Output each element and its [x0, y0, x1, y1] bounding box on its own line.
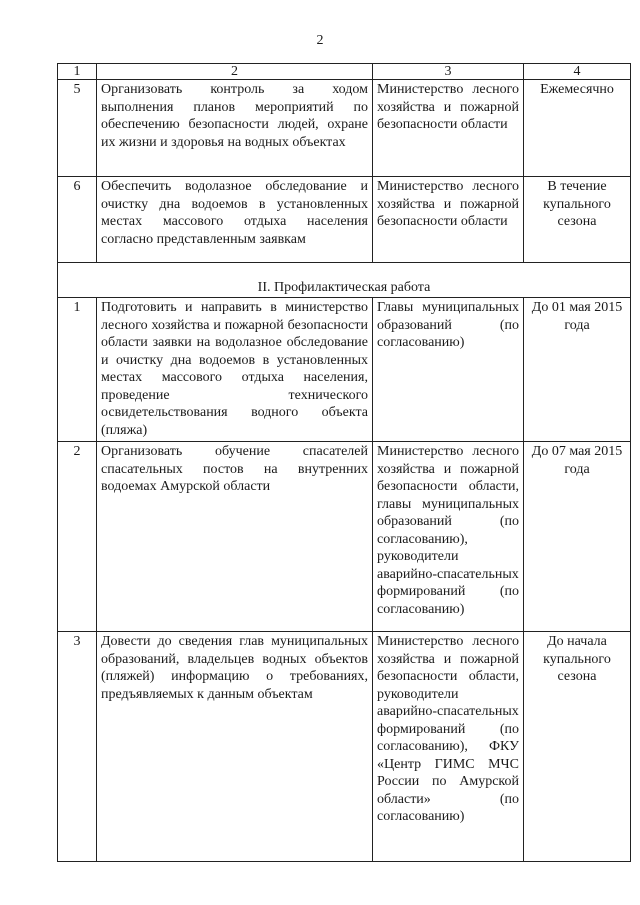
column-number: 1: [58, 64, 97, 80]
deadline-cell: Ежемесячно: [524, 80, 631, 177]
task-cell: Обеспечить водолазное обследование и очистку дна водоемов в установленных местах массового отдыха населения согласно представленным заявкам: [97, 177, 373, 263]
table-row: [58, 177, 631, 263]
action-plan-table: [57, 63, 631, 862]
deadline-cell: До 07 мая 2015 года: [524, 442, 631, 632]
column-number: 4: [524, 64, 631, 80]
row-number: 2: [58, 442, 97, 632]
responsible-cell: Министерство лесного хозяйства и пожарной безопасности области: [373, 177, 524, 263]
deadline-cell: До 01 мая 2015 года: [524, 298, 631, 442]
row-number: 3: [58, 632, 97, 862]
column-number-row: [58, 64, 631, 80]
row-number: 1: [58, 298, 97, 442]
table-row: [58, 298, 631, 442]
table-row: [58, 80, 631, 177]
task-cell: Подготовить и направить в министерство лесного хозяйства и пожарной безопасности области заявки на водолазное обследование и очистку дна водоемов в установленных местах массового отдыха населения, проведение технического освидетельствования водного объекта (пляжа): [97, 298, 373, 442]
table-row: [58, 632, 631, 862]
task-cell: Организовать обучение спасателей спасательных постов на внутренних водоемах Амурской области: [97, 442, 373, 632]
column-number: 3: [373, 64, 524, 80]
responsible-cell: Министерство лесного хозяйства и пожарной безопасности области, руководители аварийно-спасательных формирований (по согласованию), ФКУ «Центр ГИМС МЧС России по Амурской области» (по согласованию): [373, 632, 524, 862]
column-number: 2: [97, 64, 373, 80]
section-title: II. Профилактическая работа: [58, 263, 631, 298]
responsible-cell: Министерство лесного хозяйства и пожарной безопасности области: [373, 80, 524, 177]
responsible-cell: Главы муниципальных образований (по согласованию): [373, 298, 524, 442]
deadline-cell: В течение купального сезона: [524, 177, 631, 263]
row-number: 5: [58, 80, 97, 177]
row-number: 6: [58, 177, 97, 263]
section-heading-row: [58, 263, 631, 298]
task-cell: Организовать контроль за ходом выполнения планов мероприятий по обеспечению безопасности людей, охране их жизни и здоровья на водных объектах: [97, 80, 373, 177]
responsible-cell: Министерство лесного хозяйства и пожарной безопасности области, главы муниципальных образований (по согласованию), руководители аварийно-спасательных формирований (по согласованию): [373, 442, 524, 632]
page-number: 2: [316, 33, 324, 48]
table-row: [58, 442, 631, 632]
task-cell: Довести до сведения глав муниципальных образований, владельцев водных объектов (пляжей) информацию о требованиях, предъявляемых к данным объектам: [97, 632, 373, 862]
deadline-cell: До начала купального сезона: [524, 632, 631, 862]
